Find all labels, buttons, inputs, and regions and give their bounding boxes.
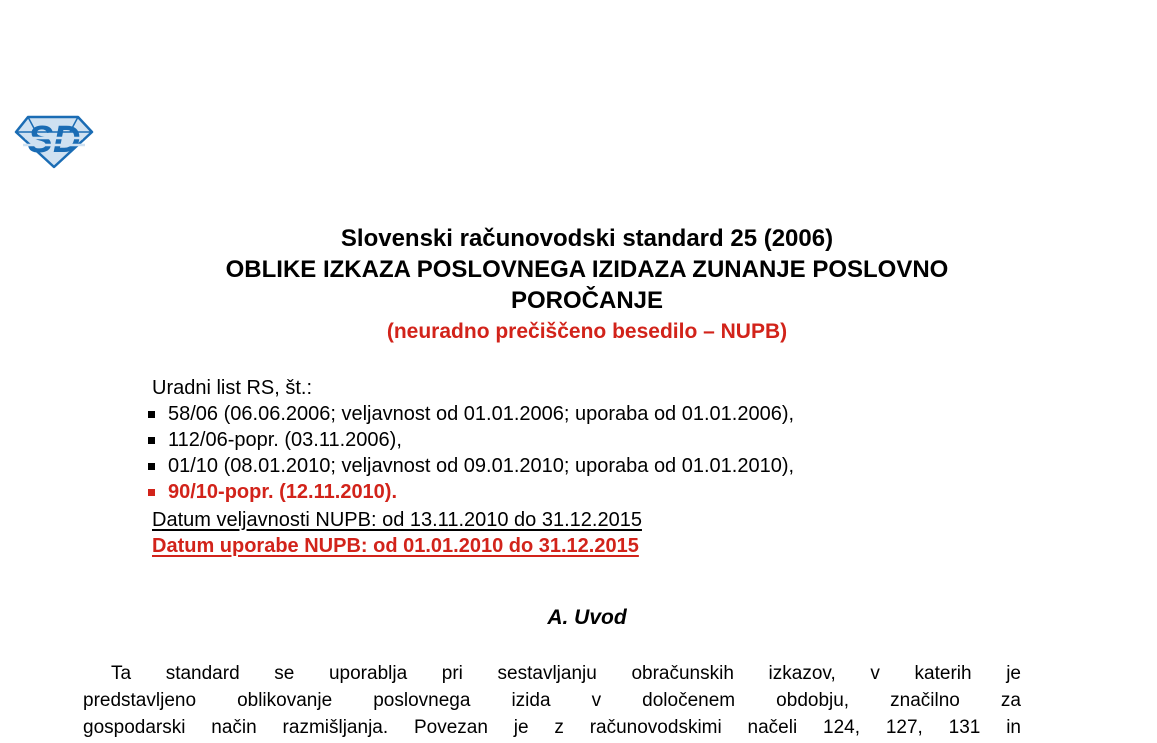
validity-date-line: Datum veljavnosti NUPB: od 13.11.2010 do 31.12.2015 bbox=[152, 509, 642, 531]
gazette-item-text: 58/06 (06.06.2006; veljavnost od 01.01.2006; uporaba od 01.01.2006), bbox=[168, 403, 795, 425]
gazette-item bbox=[148, 401, 794, 427]
intro-paragraph bbox=[83, 660, 1021, 741]
bullet-square-icon bbox=[148, 411, 155, 418]
gazette-item-text: 90/10-popr. (12.11.2010). bbox=[168, 481, 398, 503]
gazette-heading: Uradni list RS, št.: bbox=[152, 377, 313, 399]
gazette-item bbox=[148, 453, 794, 479]
bullet-square-icon bbox=[148, 463, 155, 470]
paragraph-line-1: Ta standard se uporablja pri sestavljanju obračunskih izkazov, v katerih je bbox=[111, 663, 1021, 684]
section-heading-uvod: A. Uvod bbox=[547, 606, 627, 629]
subtitle-nupb: (neuradno prečiščeno besedilo – NUPB) bbox=[386, 320, 788, 343]
validity-block bbox=[152, 507, 642, 559]
gem-icon bbox=[13, 114, 95, 170]
title-line-2: OBLIKE IZKAZA POSLOVNEGA IZIDAZA ZUNANJE POSLOVNO bbox=[225, 256, 949, 283]
gazette-list bbox=[148, 375, 794, 505]
title-line-1: Slovenski računovodski standard 25 (2006) bbox=[340, 225, 834, 252]
bullet-square-icon bbox=[148, 437, 155, 444]
sd-gem-logo-icon bbox=[13, 114, 95, 170]
gazette-item bbox=[148, 479, 794, 505]
logo-monogram: SD bbox=[27, 119, 81, 161]
bullet-square-icon bbox=[148, 489, 155, 496]
gazette-item-text: 112/06-popr. (03.11.2006), bbox=[168, 429, 402, 451]
paragraph-line-2: predstavljeno oblikovanje poslovnega izida v določenem obdobju, značilno za bbox=[83, 690, 1021, 711]
gazette-item bbox=[148, 427, 794, 453]
page-title bbox=[80, 223, 1094, 347]
title-line-3: POROČANJE bbox=[510, 287, 664, 314]
usage-date-line: Datum uporabe NUPB: od 01.01.2010 do 31.12.2015 bbox=[152, 535, 639, 557]
gazette-item-text: 01/10 (08.01.2010; veljavnost od 09.01.2010; uporaba od 01.01.2010), bbox=[168, 455, 795, 477]
paragraph-line-3: gospodarski način razmišljanja. Povezan je z računovodskimi načeli 124, 127, 131 in bbox=[83, 717, 1021, 738]
